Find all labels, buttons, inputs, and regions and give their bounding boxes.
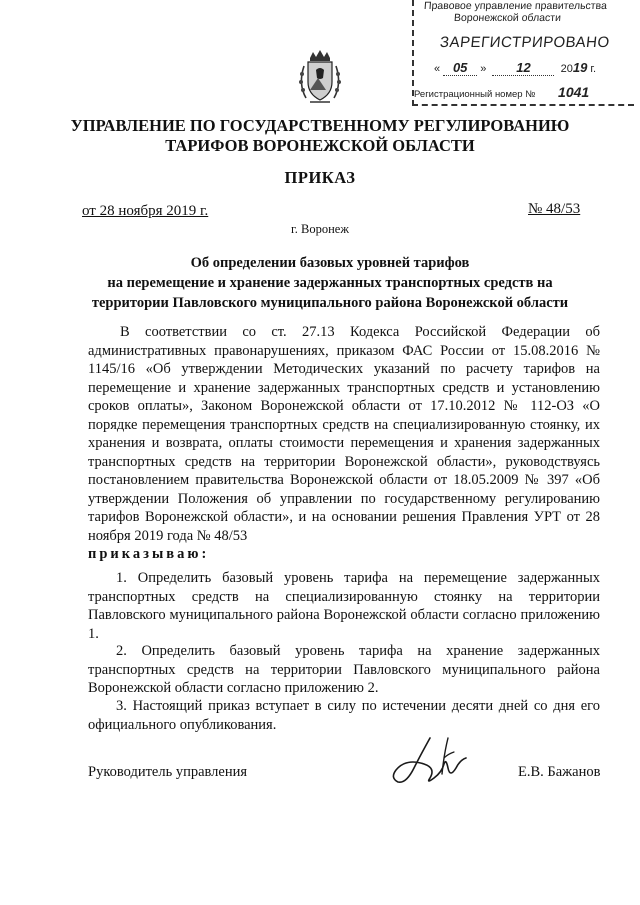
stamp-day: 05 xyxy=(443,60,477,76)
preamble-text: В соответствии со ст. 27.13 Кодекса Российской Федерации об административных правонарушениях, приказом ФАС России от 15.08.2016 № 1145/16 «Об утверждении Методических указаний по расчету тарифов на перемещение и хранение задержанных транспортных средств и установлению сроков оплаты», Законом Воронежской области от 17.10.2012 № 112-ОЗ «О порядке перемещения транспортных средств на специализированную стоянку, их хранения и возврата, оплаты стоимости перемещения и хранения задержанных транспортных средств на территории Воронежской области», руководствуясь постановлением правительства Воронежской области от 18.05.2009 № 397 «Об утверждении Положения об управлении по государственному регулированию тарифов Воронежской области», и на основании решения Правления УРТ от 28 ноября 2019 года № 48/53 xyxy=(88,324,600,544)
document-city: г. Воронеж xyxy=(291,222,349,236)
document-number: № 48/53 xyxy=(528,201,581,217)
stamp-number-value: 1041 xyxy=(558,84,590,100)
stamp-number xyxy=(414,84,589,100)
handwritten-signature-icon xyxy=(384,734,484,796)
stamp-line-2: Воронежской области xyxy=(453,12,562,24)
stamp-year: 19 xyxy=(572,60,588,75)
stamp-year-prefix: 20 xyxy=(560,63,573,75)
stamp-date: « 05 » 12 2019 г. xyxy=(434,60,597,75)
order-item-3: 3. Настоящий приказ вступает в силу по истечении десяти дней со дня его официального опубликования. xyxy=(88,698,600,733)
stamp-number-label: Регистрационный номер № xyxy=(414,89,536,100)
document-subject xyxy=(60,253,600,313)
document-type: ПРИКАЗ xyxy=(284,168,356,187)
signatory-role: Руководитель управления xyxy=(88,764,248,780)
order-item-1: 1. Определить базовый уровень тарифа на перемещение задержанных транспортных средств на специализированную стоянку на территории Павловского муниципального района Воронежской области согласно приложению 1. xyxy=(88,570,600,642)
order-word: приказываю: xyxy=(88,546,210,562)
organization-title-line-1: УПРАВЛЕНИЕ ПО ГОСУДАРСТВЕННОМУ РЕГУЛИРОВАНИЮ xyxy=(70,116,570,135)
signatory-name: Е.В. Бажанов xyxy=(518,764,601,780)
document-date: от 28 ноября 2019 г. xyxy=(82,203,209,219)
organization-title xyxy=(40,116,600,156)
order-item-2: 2. Определить базовый уровень тарифа на хранение задержанных транспортных средств на территории Павловского муниципального района Воронежской области согласно приложению 2. xyxy=(88,643,600,696)
preamble-paragraph xyxy=(88,323,600,564)
stamp-registered-label: ЗАРЕГИСТРИРОВАНО xyxy=(439,34,611,51)
subject-line-1: Об определении базовых уровней тарифов xyxy=(190,255,470,271)
stamp-month: 12 xyxy=(492,60,554,76)
subject-line-3: территории Павловского муниципального района Воронежской области xyxy=(91,295,569,311)
voronezh-coat-of-arms-icon xyxy=(296,48,344,106)
subject-line-2: на перемещение и хранение задержанных транспортных средств на xyxy=(107,275,553,291)
organization-title-line-2: ТАРИФОВ ВОРОНЕЖСКОЙ ОБЛАСТИ xyxy=(165,136,475,155)
stamp-line-1: Правовое управление правительства xyxy=(423,0,608,12)
registration-stamp xyxy=(412,0,634,106)
